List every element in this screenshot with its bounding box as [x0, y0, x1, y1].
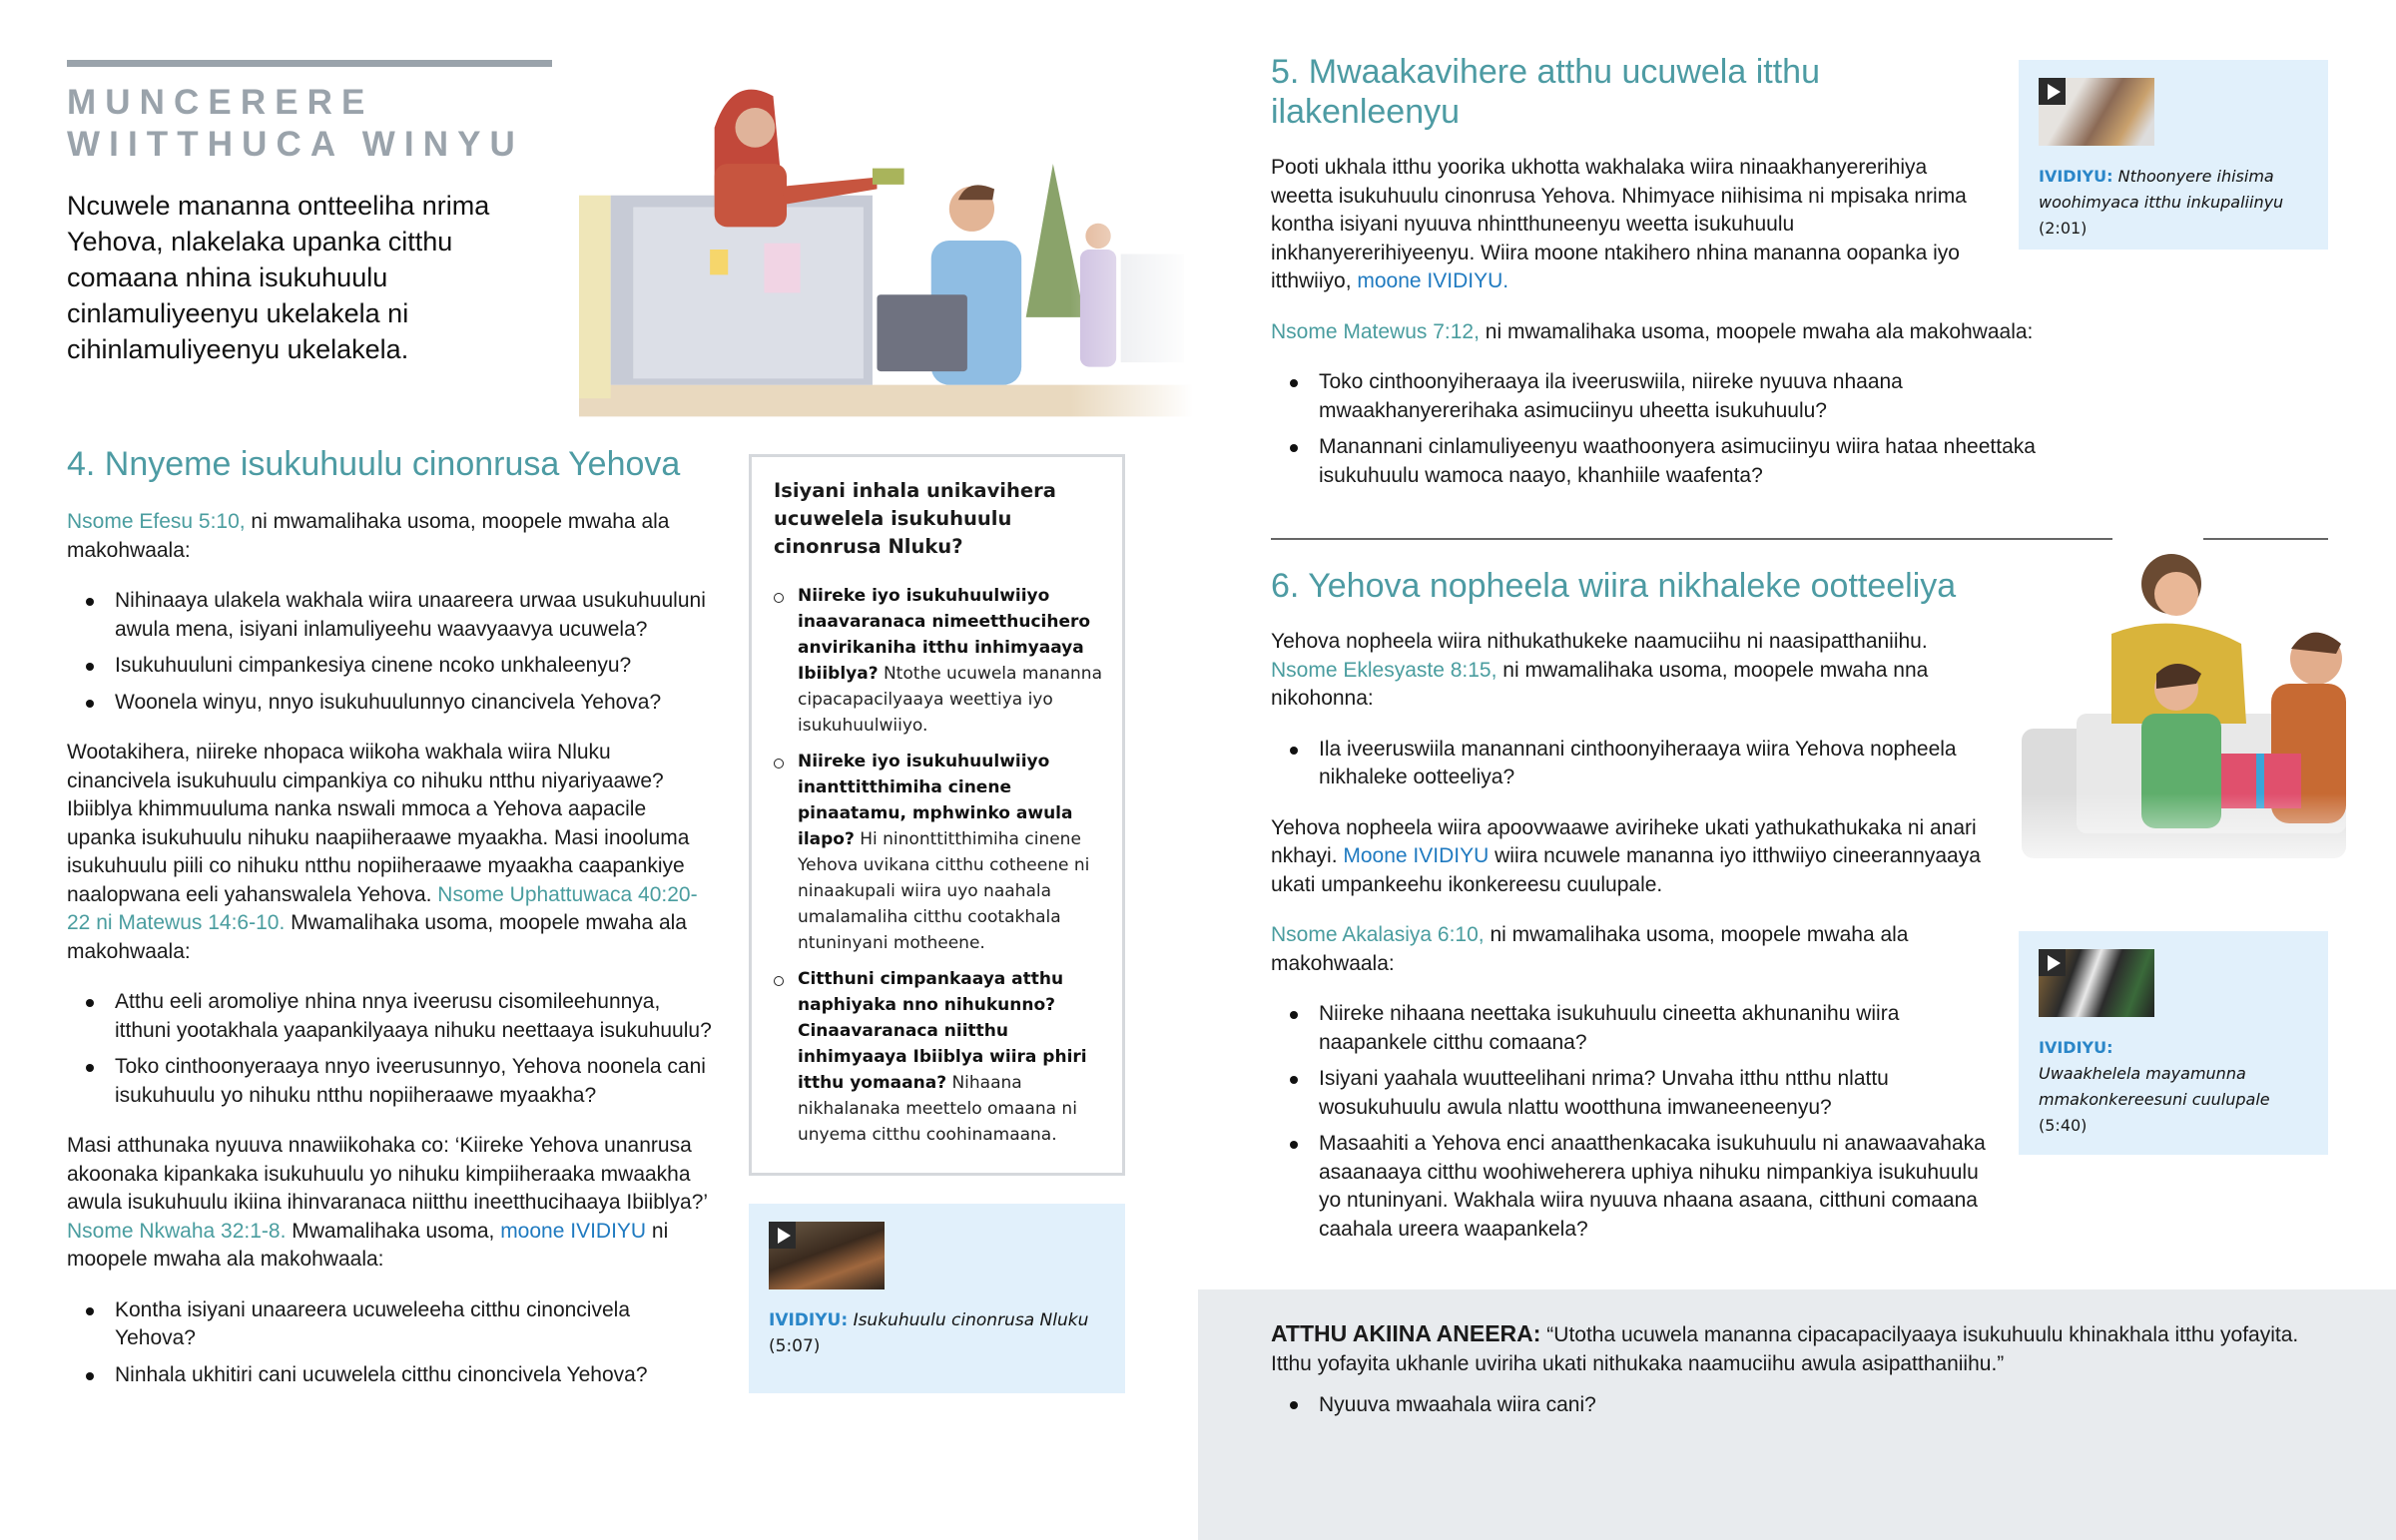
list-item: Masaahiti a Yehova enci anaatthenkacaka isukuhuulu ni anawaavahaka asaanaaya citthu woohiweherera uphiya nihuku nimpankiya isukuhuulu yo ntuninyani. Wakhala wiira nyuuva nhaana asaana, citthuni comaana caahala ureera waapankela? [1319, 1130, 1990, 1244]
list-item: Manannani cinlamuliyeenyu waathoonyera asimuciinyu wiira hataa nheettaka isukuhuulu wamoca naayo, khanhiile waafenta? [1319, 433, 2070, 490]
paragraph-text: Mwamalihaka usoma, [286, 1219, 501, 1243]
video-duration: (5:40) [2039, 1116, 2088, 1135]
section-4-paragraph-3 [67, 1132, 716, 1275]
sidebar-item-question: Niireke iyo isukuhuulwiiyo inaavaranaca nimeetthucihero anvirikaniha itthu inhimyaaya Ibiiblya? [798, 586, 1091, 684]
paragraph-text: Masi atthunaka nyuuva nnawiikohaka co: ‘Kiireke Yehova unanrusa akoonaka kipankaka isukuhuulu yo nihuku kimpiiheraaka mwaakha awula isukuhuulu ikiina ihinvaranaca niitthu ineetthucihaaya Ibiiblya?’ [67, 1134, 708, 1214]
video-duration: (2:01) [2039, 219, 2088, 238]
sidebar-list [774, 583, 1102, 1148]
scripture-link-efesu[interactable]: Nsome Efesu 5:10, [67, 510, 246, 533]
video-thumbnail[interactable] [2039, 78, 2154, 146]
paragraph-text: Yehova nopheela wiira apoovwaawe aviriheke ukati yathukathukaka ni anari nkhayi. [1271, 815, 1977, 867]
video-title[interactable]: Uwaakhelela mayamunna mmakonkereesuni cuulupale [2039, 1064, 2270, 1109]
others-say-quote [1271, 1319, 2323, 1378]
sidebar-item [798, 749, 1102, 956]
video-label: IVIDIYU: [769, 1310, 849, 1330]
list-item: Ila iveeruswiila manannani cinthoonyiheraaya wiira Yehova nopheela nikhaleke ootteeliya? [1319, 736, 1990, 792]
kicker-line-2: WIITTHUCA WINYU [67, 125, 524, 164]
paragraph-text: ni mwamalihaka usoma, moopele mwaha nna nikohonna: [1271, 658, 1929, 710]
list-item: Woonela winyu, nnyo isukuhuulunnyo cinancivela Yehova? [115, 689, 716, 718]
list-item: Nyuuva mwaahala wiira cani? [1319, 1390, 2323, 1419]
paragraph-text: Mwamalihaka usoma, moopele mwaha ala makohwaala: [67, 911, 687, 963]
section-4 [67, 444, 716, 1411]
sidebar-item [798, 583, 1102, 739]
sidebar-item-answer: Hi ninonttitthimiha cinene Yehova uvikana citthu cotheene ni ninaakupali wiira uyo naahala umalamaliha citthu cootakhala ntuninyani motheene. [798, 829, 1090, 953]
list-item: Kontha isiyani unaareera ucuweleeha citthu cinoncivela Yehova? [115, 1296, 716, 1353]
header-rule [67, 60, 552, 67]
section-6-questions-1 [1271, 736, 1990, 792]
section-5-paragraph-2 [1271, 318, 2099, 347]
others-say-questions [1271, 1390, 2323, 1419]
sidebar-item-answer: Nihaana nikhalanaka meettelo omaana ni unyema citthu coohinamaana. [798, 1073, 1077, 1145]
sidebar-title: Isiyani inhala unikavihera ucuwelela isukuhuulu cinonrusa Nluku? [774, 479, 1056, 558]
video-link[interactable]: moone IVIDIYU. [1357, 269, 1509, 292]
intro-text: Ncuwele mananna ontteeliha nrima Yehova, nlakelaka upanka citthu comaana nhina isukuhuulu cinlamuliyeenyu ukelakela ni cihinlamuliyeenyu ukelakela. [67, 191, 490, 364]
video-duration: (5:07) [769, 1336, 821, 1356]
kicker-line-1: MUNCERERE [67, 83, 374, 122]
video-title[interactable]: Isukuhuulu cinonrusa Nluku [853, 1310, 1089, 1330]
section-6-paragraph-1 [1271, 628, 1990, 714]
sidebar-item-answer: Ntothe ucuwela mananna cipacapacilyaaya weettiya iyo isukuhuulwiiyo. [798, 664, 1102, 736]
list-item: Isukuhuuluni cimpankesiya cinene ncoko unkhaleenyu? [115, 652, 716, 681]
list-item: Isiyani yaahala wuutteelihani nrima? Unvaha itthu ntthu nlattu wosukuhuulu awula nlattu wootthuna imwaneeneenyu? [1319, 1065, 1990, 1122]
scripture-link-matewus[interactable]: Nsome Matewus 7:12, [1271, 319, 1480, 343]
video-thumbnail[interactable] [2039, 949, 2154, 1017]
section-4-heading: 4. Nnyeme isukuhuulu cinonrusa Yehova [67, 445, 681, 483]
scripture-link-eklesyaste[interactable]: Nsome Eklesyaste 8:15, [1271, 658, 1498, 682]
video-link[interactable]: Moone IVIDIYU [1343, 844, 1490, 867]
section-6-heading: 6. Yehova nopheela wiira nikhaleke ootteeliya [1271, 567, 1957, 605]
question-list-2 [67, 988, 716, 1110]
paragraph-text: ni mwamalihaka usoma, moopele mwaha ala makohwaala: [1479, 319, 2034, 343]
section-divider [1271, 538, 2112, 540]
video-link[interactable]: moone IVIDIYU [500, 1219, 647, 1243]
video-thumbnail[interactable] [769, 1222, 885, 1289]
video-card-3[interactable] [2019, 931, 2328, 1155]
family-gift-illustration [2017, 524, 2346, 883]
video-card-2[interactable] [2019, 60, 2328, 250]
play-icon[interactable] [769, 1222, 796, 1249]
paragraph-text: Wootakihera, niireke nhopaca wiikoha wakhala wiira Nluku cinancivela isukuhuulu cimpankiya co nihuku ntthu niyariyaawe? Ibiiblya khimmuuluma nanka nswali mmoca a Yehova aapacile upanka isukuhuulu nihuku naapiiheraawe myaakha. Masi inooluma isukuhuulu piili co nihuku ntthu nopiiheraawe myaakha caapankiye naalopwana eeli yahanswalela Yehova. [67, 741, 690, 906]
scripture-link-akalasiya[interactable]: Nsome Akalasiya 6:10, [1271, 923, 1485, 946]
paragraph-text: ni mwamalihaka usoma, moopele mwaha ala makohwaala: [67, 510, 670, 562]
section-5 [1271, 52, 2099, 512]
paragraph-text: ni moopele mwaha ala makohwaala: [67, 1219, 669, 1271]
list-item: Toko cinthoonyeraaya nnyo iveerusunnyo, Yehova noonela cani isukuhuulu yo nihuku ntthu nopiiheraawe myaakha? [115, 1053, 716, 1110]
sidebar-item [798, 966, 1102, 1148]
paragraph-text: wiira ncuwele mananna iyo itthwiiyo cineerannyaaya ukati umpankeehu ikonkereesu cuulupale. [1271, 844, 1981, 896]
sidebar-box [749, 454, 1125, 1176]
section-5-paragraph-1 [1271, 154, 1975, 296]
sidebar-item-question: Citthuni cimpankaaya atthu naphiyaka nno nihukunno? Cinaavaranaca niitthu inhimyaaya Ibiiblya wiira phiri itthu yomaana? [798, 969, 1087, 1093]
paragraph-text: ni mwamalihaka usoma, moopele mwaha ala makohwaala: [1271, 923, 1909, 975]
section-5-heading: 5. Mwaakavihere atthu ucuwela itthu ilakenleenyu [1271, 53, 1820, 131]
paragraph-text: Yehova nopheela wiira nithukathukeke naamuciihu ni naasipatthaniihu. [1271, 630, 1928, 653]
play-icon[interactable] [2039, 949, 2066, 976]
list-item: Nihinaaya ulakela wakhala wiira unaareera urwaa usukuhuuluni awula mena, isiyani inlamuliyeehu waavyaavya ucuwela? [115, 587, 716, 644]
question-list-1 [67, 587, 716, 717]
section-4-paragraph-2 [67, 739, 716, 966]
video-label: IVIDIYU: [2039, 1038, 2113, 1057]
office-christmas-illustration [579, 55, 1193, 444]
section-6-questions-2 [1271, 1000, 1990, 1244]
list-item: Toko cinthoonyiheraaya ila iveeruswiila, niireke nyuuva nhaana mwaakhanyererihaka asimuciinyu uheetta isukuhuulu? [1319, 368, 2070, 425]
scripture-link-nkwaha[interactable]: Nsome Nkwaha 32:1-8. [67, 1219, 287, 1243]
section-6-paragraph-2 [1271, 814, 1990, 900]
list-item: Ninhala ukhitiri cani ucuwelela citthu cinoncivela Yehova? [115, 1361, 716, 1390]
play-icon[interactable] [2039, 78, 2066, 105]
section-6-paragraph-3 [1271, 921, 1990, 978]
others-say-label: ATTHU AKIINA ANEERA: [1271, 1320, 1541, 1346]
video-card-1[interactable] [749, 1204, 1125, 1393]
quote-text: “Utotha ucuwela mananna cipacapacilyaaya isukuhuulu khinakhala itthu yofayita. Itthu yofayita ukhanle uviriha ukati nithukaka naamuciihu awula asipatthaniihu.” [1271, 1323, 2299, 1375]
others-say-panel [1198, 1289, 2396, 1540]
scripture-link-uphattuwaca[interactable]: Nsome Uphattuwaca 40:20-22 ni Matewus 14:6-10. [67, 882, 698, 934]
video-title[interactable]: Nthoonyere ihisima woohimyaca itthu inkupaliinyu [2039, 167, 2284, 212]
paragraph-text: Pooti ukhala itthu yoorika ukhotta wakhalaka wiira ninaakhanyererihiya weetta isukuhuulu cinonrusa Yehova. Nhimyace niihisima ni mpisaka nrima kontha isiyani nyuuva nhintthuneenyu weetta isukuhuulu inkhanyererihiyeenyu. Wiira moone ntakihero nhina mananna oopanka iyo itthwiiyo, [1271, 156, 1967, 292]
question-list-3 [67, 1296, 716, 1390]
sidebar-item-question: Niireke iyo isukuhuulwiiyo inanttitthimiha cinene pinaatamu, mphwinko awula ilapo? [798, 752, 1073, 849]
section-4-paragraph-1 [67, 508, 716, 565]
video-label: IVIDIYU: [2039, 167, 2113, 186]
list-item: Atthu eeli aromoliye nhina nnya iveerusu cisomileehunnya, itthuni yootakhala yaapankilyaaya nihuku neettaaya isukuhuulu? [115, 988, 716, 1045]
page-kicker [67, 82, 524, 166]
section-5-questions [1271, 368, 2070, 490]
section-6 [1271, 566, 1990, 1266]
list-item: Niireke nihaana neettaka isukuhuulu cineetta akhunanihu wiira naapankele citthu comaana? [1319, 1000, 1990, 1057]
